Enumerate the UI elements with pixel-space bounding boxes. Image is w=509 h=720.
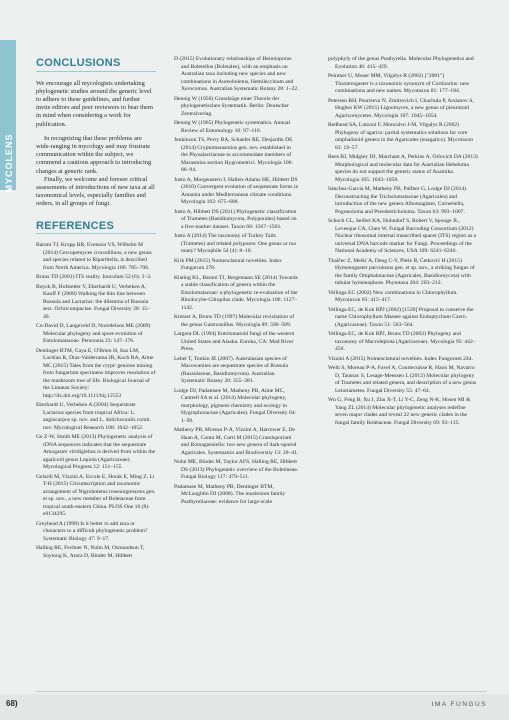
reference-entry: Jenkinson TS, Perry BA, Schaefer RE, Desjardin DE (2014) Cryptomarasmius gen. nov. established in the Physalacriaceae to accommodate members of Marasmius section Hygrometrici. Mycologia 106: 86–94. (174, 137, 294, 173)
reference-entry: Lodge DJ, Padamsee M, Matheny PB, Aime MC, Cantrell SA et al. (2014) Molecular phylogeny, morphology, pigment chemistry and ecology in Hygrophoraceae (Agaricales). Fungal Diversity 64: 1–99. (174, 387, 297, 424)
reference-entry: Bruns TD (2001) ITS reality. Inoculum 52 (6): 2–3. (36, 274, 152, 281)
reference-entry: Vellinga EC (2002) New combinations in Chlorophyllum. Mycotaxon 83: 415–417. (328, 289, 458, 303)
reference-entry: Peintner U, Moser MM, Vilgalys R (2002) ["2001"] Thaxterogaster is a taxonomic synonym of Cortinarius: new combinations and new names. Mycotaxon 81: 177–184. (328, 73, 470, 94)
footer-rule (36, 691, 487, 692)
reference-entry: Redhead SA, Lutzoni F, Moncalvo J-M, Vilgalys R (2002) Phylogeny of agarics: partial systematics solutions for core omphalinoid genera in the Agaricales (euagarics). Mycotaxon 83: 19–57. (328, 122, 474, 151)
column-left (36, 57, 156, 562)
reference-entry: Lebel T, Tonkin JE (2007). Australasian species of Macowanites are sequestrate species of Russula (Russulaceae, Basidiomycota). Australian Systematic Botany 20: 355–381. (174, 355, 289, 384)
reference-entry: Nuhn ME, Binder M, Taylor AFS, Halling RE, Hibbett DS (2013) Phylogenetic overview of the Boletineae. Fungal Biology 117: 479–511. (174, 459, 299, 480)
reference-entry: Hennig W (1965) Phylogenetic systematics. Annual Review of Entomology 10: 97–116. (174, 120, 291, 134)
conclusions-paragraph-3: Finally, we welcome and foresee critical assessments of introductions of new taxa at all taxonomical levels, especially families and orders, in all groups of fungi. (36, 175, 155, 208)
reference-entry: Justo A (2014) The taxonomy of Turkey Tails (Trametes) and related polypores: One genus or too many? Mycophile 54 (4): 8–10. (174, 233, 297, 254)
conclusions-paragraph-2: In recognizing that these problems are wide-ranging in mycology and may frustrate communication within the subject, we commend a cautious approach to introducing changes at generic rank. (36, 134, 152, 175)
reference-entry: Sánchez-García M, Matheny PB, Palfner G, Lodge DJ (2014) Deconstructing the Tricholomataceae (Agaricales) and introduction of the new genera Albomagister, Corneriella, Pogonoloma and Pseudotricholoma. Taxon 63: 993–1007. (328, 186, 467, 215)
reference-entry: Ge Z-W, Smith ME (2013) Phylogenetic analysis of rDNA sequences indicates that the sequestrate Amogaster viridiglebus is derived from within the agaricoid genus Lepiota (Agaricaceae). Mycological Progress 12: 151–155. (36, 434, 156, 471)
column-middle (174, 56, 299, 508)
reference-entry: Rees BJ, Midgley DJ, Marchant A, Perkins A, Orlovich DA (2013) Morphological and molecular data for Australian Hebeloma species do not support the generic status of Anamika. Mycologia 105: 1043–1058. (328, 154, 478, 183)
reference-entry: Tkalčec Z, Mešić A, Deng C-Y, Pleše B, Ćetković H (2015) Hymenogaster parvulosus gen. et sp. nov., a striking fungus of the family Omphalotaceae (Agaricales, Basidiomycota) with tubular hymenophore. Phytotaxa 204: 203–212. (328, 257, 475, 286)
reference-entry: Buyck B, Hofstetter V, Eberhardt U, Verbeken A, Kauff F (2008) Walking the thin line between Russula and Lactarius: the dilemma of Russula sect. Ochricompactae. Fungal Diversity 28: 15–40. (36, 283, 151, 320)
reference-entry: Hennig W (1950) Grundzüge einer Theorie der phylogenetischen Systematik. Berlin: Deutscher Zentralverlag. (174, 95, 289, 117)
reference-entry: Vellinga EC, de Kok RPJ (2002) [1539] Proposal to conserve the name Chlorophyllum Massee against Endoptychum Czern. (Agaricaceae). Taxon 51: 563–564. (328, 306, 474, 328)
reference-entry: Justo A, Hibbett DS (2011) Phylogenetic classification of Trametes (Basidiomycota, Polyporales) based on a five-marker dataset. Taxon 60: 1567–1583. (174, 208, 297, 230)
reference-entry: polyphyly of the genus Psathyrella. Molecular Phylogenetics and Evolution 46: 415–429. (328, 56, 474, 70)
references-list-col1 (36, 242, 156, 560)
reference-entry: Justo A, Morgenstern I, Hallen-Adams HE, Hibbett DS (2010) Convergent evolution of sequestrate forms in Amanita under Mediterranean climate conditions. Mycologia 102: 675–688. (174, 176, 299, 205)
reference-entry: Vellinga EC, de Kok RPJ, Bruns TD (2003) Phylogeny and taxonomy of Macrolepiota (Agaricaceae). Mycologia 95: 442–456. (328, 331, 476, 352)
references-list-col2 (174, 56, 299, 506)
reference-entry: Kirk PM (2015) Nomenclatural novelties. Index Fungorum 278. (174, 257, 282, 271)
column-right (328, 56, 478, 429)
reference-entry: Co-David D, Langeveld D, Noordeloos ME (2009) Molecular phylogeny and spore evolution of Entolomataceae. Persoonia 23: 147–176. (36, 323, 151, 345)
reference-entry: Dentinger BTM, Gaya E, O'Brien H, Suz LM, Lachlan R, Díaz-Valderrama JR, Koch RA, Aime MC (2015) Tales from the crypt: genome mining from fungarium specimens improves resolution of the mushroom tree of life. Biological Journal of the Linnean Society: http://dx.doi.org/10.1111/bij.12553 (36, 347, 156, 399)
reference-entry: Gelardi M, Vizzini A, Ercole E, Horak E, Ming Z, Li T-H (2015) Circumscription and taxonomic arrangement of Nigroboletus roseonigrescens gen. et sp. nov., a new member of Boletaceae from tropical south-eastern China. PLOS One 10 (8): e0134295. (36, 473, 156, 518)
reference-entry: Vizzini A (2015) Nomenclatural novelties. Index Fungorum 244. (328, 355, 473, 362)
reference-entry: Eberhardt U, Verbeken A (2004) Sequestrate Lactarius species from tropical Africa: L. angiocarpus sp. nov. and L. dolichocaulis comb. nov. Mycological Research 108: 1042–1052. (36, 402, 151, 431)
reference-entry: Baroni TJ, Kropp BR, Evenson VS, Wilhelm M (2014) Cercopemyces crocodilinus, a new genus and species related to Ripartitella, is described from North America. Mycologia 106: 785–796. (36, 242, 152, 271)
section-sidebar (0, 40, 16, 193)
reference-entry: Padamsee M, Matheny PB, Dentinger BTM, McLaughlin DJ (2008). The mushroom family Psathyrellaceae: evidence for large-scale (174, 483, 286, 505)
reference-entry: Kretzer A, Bruns TD (1997) Molecular revisitation of the genus Gastrosuillus. Mycologia 89: 586–589. (174, 314, 295, 328)
reference-entry: Matheny PB, Moreau P-A, Vizzini A, Harrower E, De Haan A, Contu M, Curti M (2015) Crassisporium and Romagnesiella: two new genera of dark-spored Agaricales. Systematics and Biodiversity 13: 28–41. (174, 427, 299, 456)
reference-entry: Welti S, Moreau P-A, Favel A, Courtecuisse R, Haon M, Navarro D, Taussac S, Lesage-Meessen L (2012) Molecular phylogeny of Trametes and related genera, and description of a new genus Leiotrametes. Fungal Diversity 55: 47–64. (328, 365, 477, 394)
conclusions-paragraph-1: We encourage all mycologists undertaking phylogenetic studies around the generic level to adhere to these guidelines, and further invite editors and peer reviewers to bear them in mind when considering a work for publication. (36, 79, 153, 128)
reference-entry: Petersen RH, Psurtseva N, Zmitrovich I, Chachuła P, Arslanov S, Hughes KW (2015) Lignomyces, a new genus of pleurotoid Agaricomycetes. Mycologia 107: 1045–1054. (328, 97, 474, 119)
references-list-col3 (328, 56, 478, 427)
reference-entry: Greyhead A (1998) Is it better to add taxa or characters to a difficult phylogenetic problem? Systematic Biology 47: 9–17. (36, 520, 148, 542)
reference-entry: Wu G, Feng B, Xu J, Zhu X-T, Li Y-C, Zeng N-K, Hosen MI & Yang ZL (2014) Molecular phylogenetic analyses redefine seven major clades and reveal 22 new generic clades in the fungal family Boletaceae. Fungal Diversity 69: 93–115. (328, 397, 471, 426)
page-number: 68) (6, 699, 18, 708)
reference-entry: Klating KL, Baroni TJ, Bergemann SE (2014) Towards a stable classification of genera within the Entolomataceae: a phylogenetic re-evaluation of the Rhodocybe-Clitopilus clade. Mycologia 106: 1127–1142. (174, 274, 298, 311)
sidebar-label: MYCOLENS (4, 133, 14, 193)
reference-entry: D (2015) Evolutionary relationships of Heimioporus and Boletellus (Boletales), with an emphasis on Australian taxa including new species and new combinations in Aureoboletus, Hemileccinum and Xerocomus. Australian Systematic Botany 28: 1–22. (174, 56, 299, 92)
journal-name: IMA FUNGUS (431, 701, 487, 708)
reference-entry: Halling RE, Fechner N, Nuhn M, Osmundson T, Soytong K, Arora D, Binder M, Hibbett (36, 545, 145, 559)
conclusions-heading: CONCLUSIONS (36, 60, 156, 72)
reference-entry: Schoch CL, Seifert KA, Huhndorf S, Robert V, Spouge JL, Levesque CA, Chen W, Fungal Barcoding Consortium (2012) Nuclear ribosomal internal transcribed spacer (ITS) region as a universal DNA barcode marker for Fungi. Proceedings of the National Academy of Sciences, USA 109: 6241–6246. (328, 218, 477, 254)
reference-entry: Largent DL (1994) Entolomatoid fungi of the western United States and Alaska. Eureka, CA: Mad River Press. (174, 331, 295, 352)
references-heading: REFERENCES (36, 223, 156, 235)
